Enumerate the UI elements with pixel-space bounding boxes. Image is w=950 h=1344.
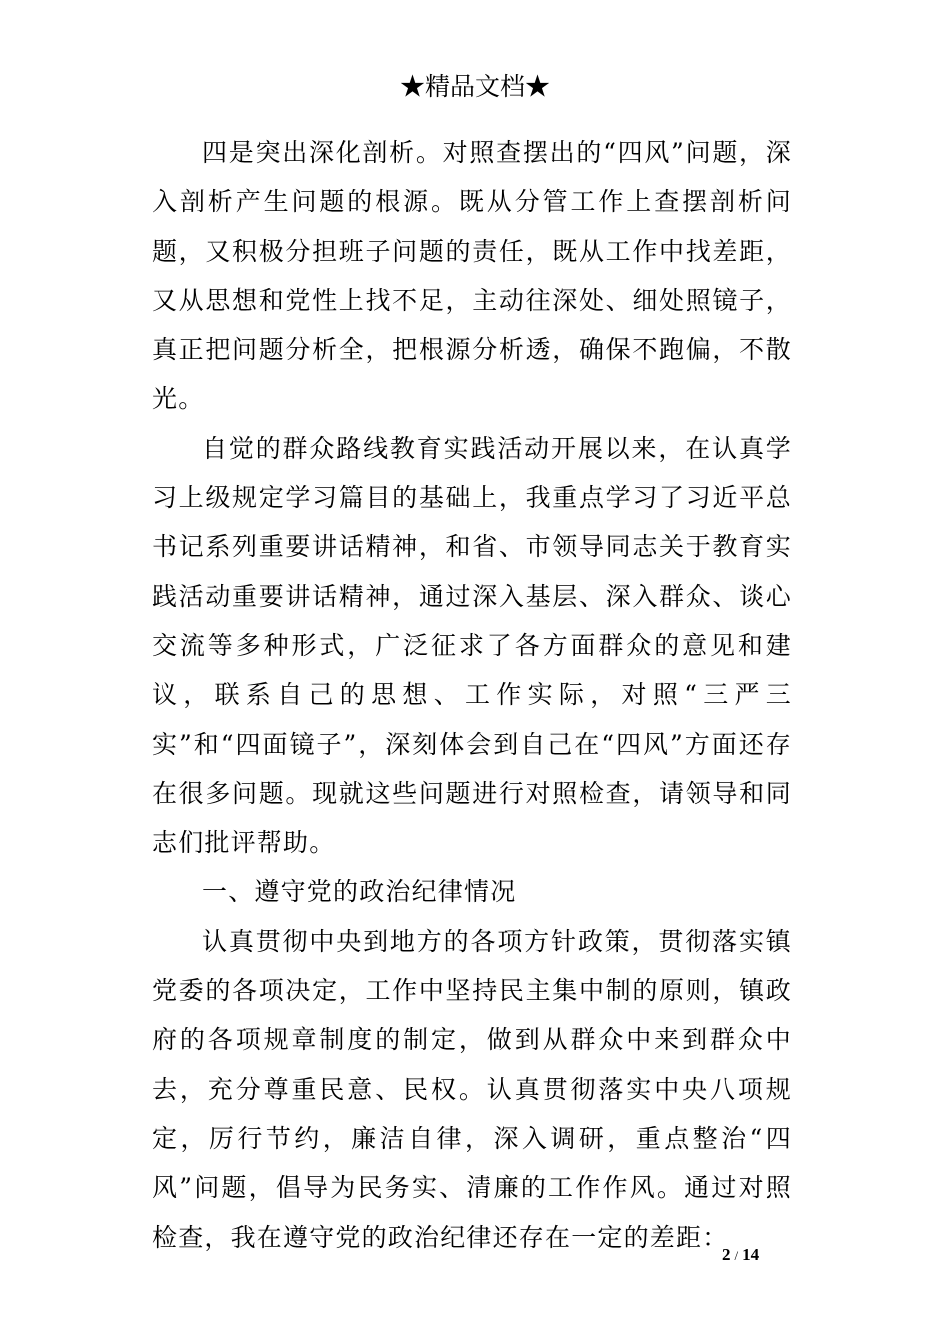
paragraph-analysis: 四是突出深化剖析。对照查摆出的“四风”问题，深入剖析产生问题的根源。既从分管工作上查摆剖析问题，又积极分担班子问题的责任，既从工作中找差距，又从思想和党性上找不足，主动往深处、细处照镜子，真正把问题分析全，把根源分析透，确保不跑偏，不散光。 xyxy=(152,138,792,414)
page-number xyxy=(722,1245,759,1265)
page-header-title: ★精品文档★ xyxy=(399,72,550,101)
total-pages: 14 xyxy=(742,1245,760,1264)
current-page: 2 xyxy=(722,1245,731,1264)
page-separator: / xyxy=(734,1248,739,1263)
section-heading: 一、遵守党的政治纪律情况 xyxy=(202,877,517,907)
paragraph-introduction: 自觉的群众路线教育实践活动开展以来，在认真学习上级规定学习篇目的基础上，我重点学习了习近平总书记系列重要讲话精神，和省、市领导同志关于教育实践活动重要讲话精神，通过深入基层、深入群众、谈心交流等多种形式，广泛征求了各方面群众的意见和建议，联系自己的思想、工作实际，对照“三严三实”和“四面镜子”，深刻体会到自己在“四风”方面还存在很多问题。现就这些问题进行对照检查，请领导和同志们批评帮助。 xyxy=(152,433,792,858)
paragraph-political-discipline: 认真贯彻中央到地方的各项方针政策，贯彻落实镇党委的各项决定，工作中坚持民主集中制的原则，镇政府的各项规章制度的制定，做到从群众中来到群众中去，充分尊重民意、民权。认真贯彻落实中央八项规定，厉行节约，廉洁自律，深入调研，重点整治“四风”问题，倡导为民务实、清廉的工作作风。通过对照检查，我在遵守党的政治纪律还存在一定的差距： xyxy=(152,926,792,1252)
document-body xyxy=(152,128,792,1262)
